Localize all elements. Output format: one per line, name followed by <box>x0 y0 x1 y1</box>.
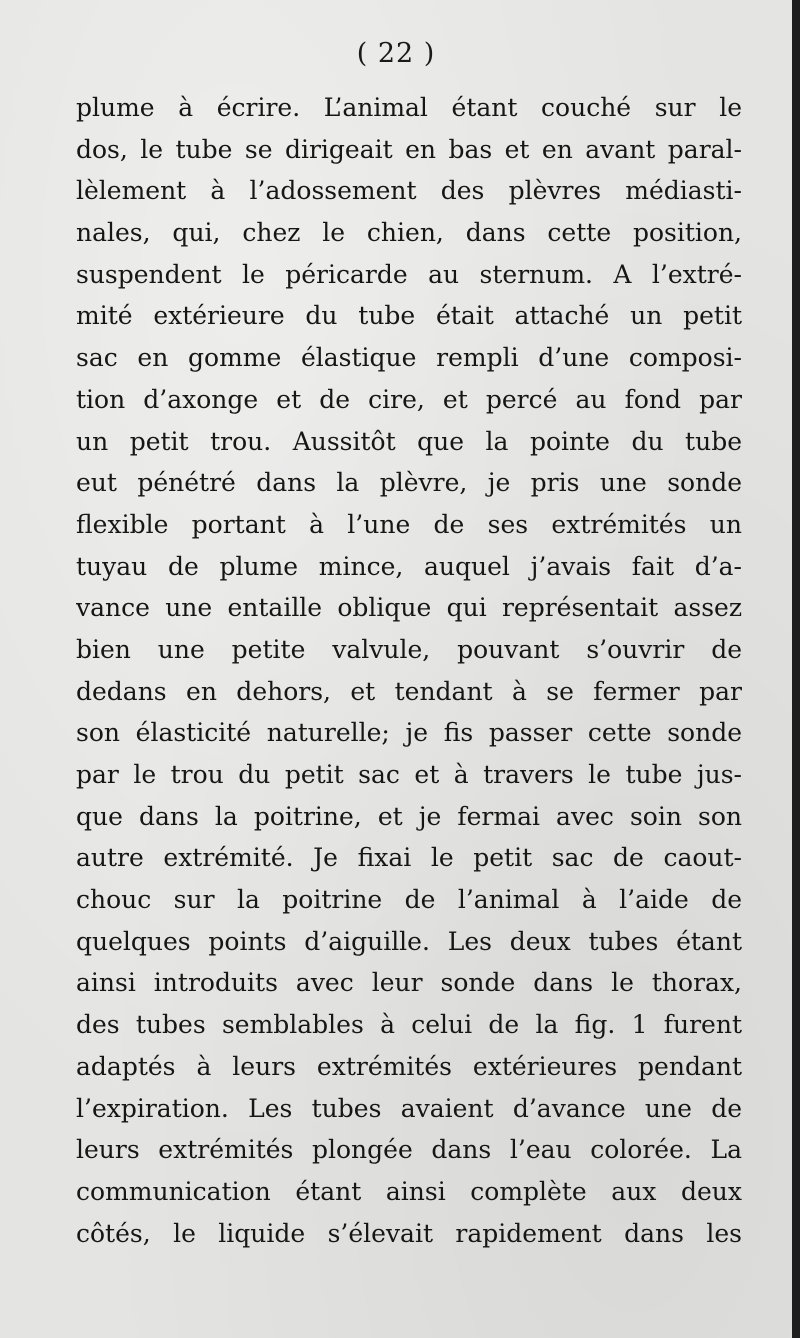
text-line: par le trou du petit sac et à travers le tube jus- <box>76 760 742 789</box>
text-line: quelques points d’aiguille. Les deux tubes étant <box>76 926 742 956</box>
page-edge <box>792 0 800 1338</box>
text-line: son élasticité naturelle; je fis passer cette sonde <box>76 718 742 748</box>
text-line: des tubes semblables à celui de la fig. 1 furent <box>76 1010 742 1040</box>
text-line: dos, le tube se dirigeait en bas et en avant paral- <box>76 134 742 164</box>
text-line: l’expiration. Les tubes avaient d’avance une de <box>76 1093 742 1123</box>
text-line: plume à écrire. L’animal étant couché sur le <box>76 93 742 122</box>
text-line: flexible portant à l’une de ses extrémités un <box>76 509 742 539</box>
text-line: leurs extrémités plongée dans l’eau colorée. La <box>76 1135 742 1165</box>
text-line: que dans la poitrine, et je fermai avec soin son <box>76 801 742 831</box>
text-line: nales, qui, chez le chien, dans cette position, <box>76 218 742 248</box>
text-line: autre extrémité. Je fixai le petit sac de caout- <box>76 843 742 873</box>
text-line: mité extérieure du tube était attaché un petit <box>76 301 742 331</box>
text-line: suspendent le péricarde au sternum. A l’extré- <box>76 259 742 289</box>
text-line: vance une entaille oblique qui représentait assez <box>76 593 742 623</box>
text-line: adaptés à leurs extrémités extérieures pendant <box>76 1051 742 1081</box>
text-line: un petit trou. Aussitôt que la pointe du tube <box>76 426 742 456</box>
text-line: sac en gomme élastique rempli d’une composi- <box>76 343 742 373</box>
text-line: bien une petite valvule, pouvant s’ouvrir de <box>76 634 742 664</box>
body-text <box>76 87 742 1254</box>
text-line: côtés, le liquide s’élevait rapidement dans les <box>76 1218 742 1248</box>
text-line: chouc sur la poitrine de l’animal à l’aide de <box>76 885 742 915</box>
text-line: ainsi introduits avec leur sonde dans le thorax, <box>76 968 742 998</box>
text-line: eut pénétré dans la plèvre, je pris une sonde <box>76 468 742 498</box>
text-line: communication étant ainsi complète aux deux <box>76 1176 742 1206</box>
text-line: dedans en dehors, et tendant à se fermer par <box>76 676 742 706</box>
text-line: lèlement à l’adossement des plèvres médiasti- <box>76 176 742 206</box>
page-number: ( 22 ) <box>356 38 436 69</box>
text-line: tuyau de plume mince, auquel j’avais fait d’a- <box>76 551 742 581</box>
text-line: tion d’axonge et de cire, et percé au fond par <box>76 384 742 414</box>
